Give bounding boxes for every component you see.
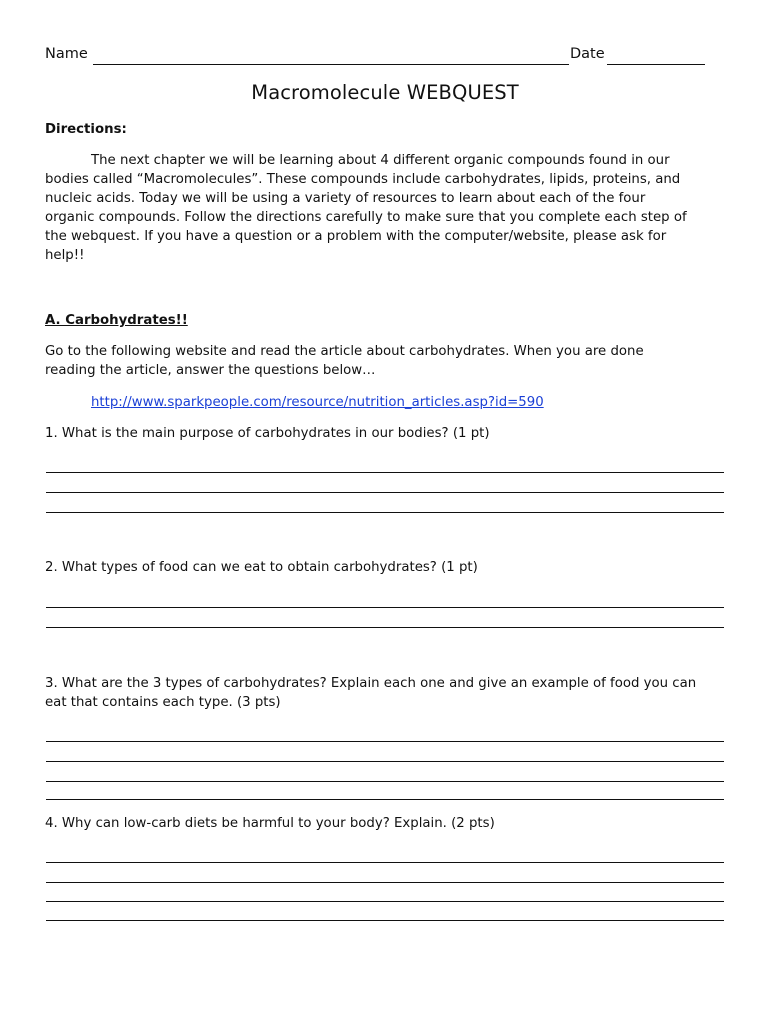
- section-a-heading: A. Carbohydrates!!: [45, 313, 188, 328]
- answer-line[interactable]: [46, 472, 724, 473]
- answer-line[interactable]: [46, 607, 724, 608]
- question-3-continued: eat that contains each type. (3 pts): [45, 695, 281, 710]
- directions-line: nucleic acids. Today we will be using a variety of resources to learn about each of the four: [45, 191, 646, 206]
- answer-line[interactable]: [46, 627, 724, 628]
- answer-line[interactable]: [46, 901, 724, 902]
- directions-line: help!!: [45, 248, 85, 263]
- answer-line[interactable]: [46, 862, 724, 863]
- name-label: Name: [45, 46, 88, 62]
- answer-line[interactable]: [46, 741, 724, 742]
- answer-line[interactable]: [46, 799, 724, 800]
- answer-line[interactable]: [46, 492, 724, 493]
- question-2: 2. What types of food can we eat to obtain carbohydrates? (1 pt): [45, 560, 478, 575]
- directions-line: organic compounds. Follow the directions carefully to make sure that you complete each step of: [45, 210, 687, 225]
- date-field[interactable]: [607, 64, 705, 65]
- directions-line: bodies called “Macromolecules”. These compounds include carbohydrates, lipids, proteins, and: [45, 172, 681, 187]
- answer-line[interactable]: [46, 781, 724, 782]
- answer-line[interactable]: [46, 920, 724, 921]
- question-1: 1. What is the main purpose of carbohydrates in our bodies? (1 pt): [45, 426, 490, 441]
- question-3: 3. What are the 3 types of carbohydrates? Explain each one and give an example of food you can: [45, 676, 697, 691]
- directions-line: The next chapter we will be learning about 4 different organic compounds found in our: [91, 153, 670, 168]
- section-a-intro-line: reading the article, answer the questions below…: [45, 363, 376, 378]
- directions-heading: Directions:: [45, 122, 127, 137]
- section-a-intro-line: Go to the following website and read the article about carbohydrates. When you are done: [45, 344, 644, 359]
- answer-line[interactable]: [46, 512, 724, 513]
- directions-line: the webquest. If you have a question or a problem with the computer/website, please ask for: [45, 229, 667, 244]
- answer-line[interactable]: [46, 761, 724, 762]
- date-label: Date: [570, 46, 605, 62]
- answer-line[interactable]: [46, 882, 724, 883]
- name-field[interactable]: [93, 64, 569, 65]
- page-title: Macromolecule WEBQUEST: [251, 81, 519, 104]
- resource-link[interactable]: http://www.sparkpeople.com/resource/nutrition_articles.asp?id=590: [91, 395, 544, 410]
- question-4: 4. Why can low-carb diets be harmful to your body? Explain. (2 pts): [45, 816, 495, 831]
